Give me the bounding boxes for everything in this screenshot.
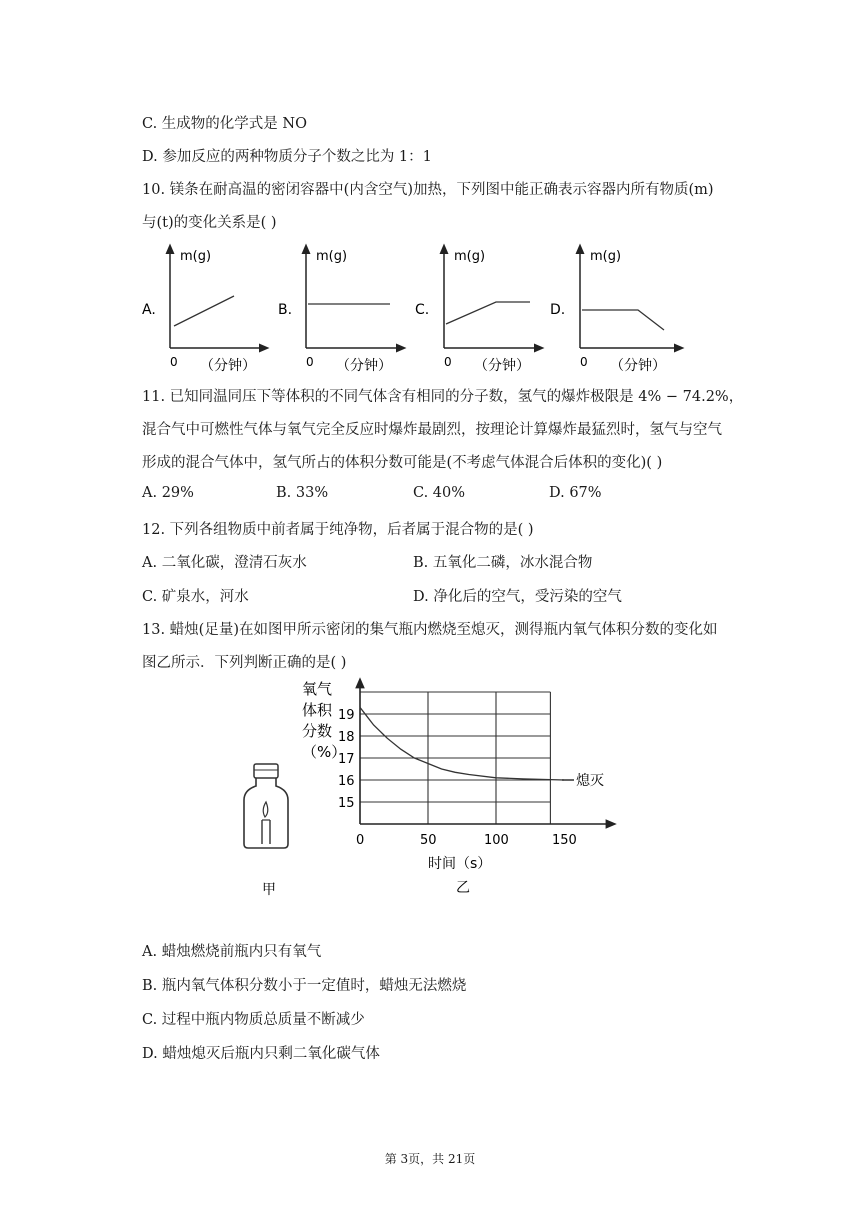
q11-option-b: B. 33% [276, 485, 329, 501]
q13-option-c: C. 过程中瓶内物质总质量不断减少 [142, 1012, 365, 1028]
oxygen-chart [296, 676, 626, 900]
y-axis-label-line: 体积 [302, 701, 333, 719]
q10-graph-a-origin: 0 [170, 355, 178, 369]
y-axis-label-line: 分数 [302, 722, 333, 740]
y-axis-label-line: （%） [302, 743, 347, 761]
q10-graph-d-curve [582, 310, 664, 330]
q12-stem: 12. 下列各组物质中前者属于纯净物，后者属于混合物的是( ) [142, 522, 534, 538]
q10-graph-c-origin: 0 [444, 355, 452, 369]
chart-grid [360, 692, 550, 824]
q10-graph-d-origin: 0 [580, 355, 588, 369]
q10-graph-a-letter: A. [142, 302, 156, 318]
q11-stem-line3: 形成的混合气体中，氢气所占的体积分数可能是(不考虑气体混合后体积的变化)( ) [142, 455, 663, 471]
q9-option-c: C. 生成物的化学式是 NO [142, 116, 307, 132]
q11-option-a: A. 29% [142, 485, 194, 501]
q12-option-a: A. 二氧化碳，澄清石灰水 [142, 555, 307, 571]
y-tick-label: 17 [338, 752, 355, 767]
q10-graph-c-ylabel: m(g) [454, 249, 486, 264]
q10-graph-b-ylabel: m(g) [316, 249, 348, 264]
candle-flame-icon [263, 802, 268, 817]
q13-stem-line2: 图乙所示．下列判断正确的是( ) [142, 655, 347, 671]
y-tick-label: 15 [338, 796, 355, 811]
q10-stem-line2: 与(t)的变化关系是( ) [142, 215, 277, 231]
q10-graphs [130, 238, 700, 380]
q10-graph-c [415, 248, 540, 374]
q10-graph-d-letter: D. [550, 302, 566, 318]
q10-graph-a-xlabel: （分钟） [200, 358, 256, 374]
q13-option-d: D. 蜡烛熄灭后瓶内只剩二氧化碳气体 [142, 1046, 380, 1062]
x-tick-label: 0 [356, 833, 365, 848]
chart-annotation: 熄灭 [576, 773, 604, 789]
y-tick-label: 18 [338, 730, 355, 745]
y-axis-label-line: 氧气 [302, 680, 333, 698]
q11-stem-line1: 11. 已知同温同压下等体积的不同气体含有相同的分子数，氢气的爆炸极限是 4% − 74.2%， [142, 389, 744, 405]
q10-graph-d-ylabel: m(g) [590, 249, 622, 264]
q10-stem-line1: 10. 镁条在耐高温的密闭容器中(内含空气)加热，下列图中能正确表示容器内所有物质(m) [142, 182, 714, 198]
q10-graph-c-letter: C. [415, 302, 430, 318]
q13-option-b: B. 瓶内氧气体积分数小于一定值时，蜡烛无法燃烧 [142, 978, 467, 994]
q13-stem-line1: 13. 蜡烛(足量)在如图甲所示密闭的集气瓶内燃烧至熄灭，测得瓶内氧气体积分数的变化如 [142, 622, 718, 638]
q10-graph-d [550, 248, 680, 374]
q10-graph-a-ylabel: m(g) [180, 249, 212, 264]
x-tick-label: 100 [484, 833, 509, 848]
q10-graph-a-curve [174, 296, 234, 326]
q12-option-c: C. 矿泉水，河水 [142, 589, 249, 605]
x-tick-label: 50 [420, 833, 437, 848]
q10-graph-b-letter: B. [278, 302, 293, 318]
q11-stem-line2: 混合气中可燃性气体与氧气完全反应时爆炸最剧烈，按理论计算爆炸最猛烈时，氢气与空气 [142, 422, 722, 438]
jar-stopper [254, 764, 278, 778]
q10-graph-d-xlabel: （分钟） [610, 358, 666, 374]
q10-graph-b [278, 248, 402, 374]
q12-option-d: D. 净化后的空气，受污染的空气 [413, 589, 622, 605]
q10-graph-b-origin: 0 [306, 355, 314, 369]
q11-option-d: D. 67% [549, 485, 602, 501]
x-tick-label: 150 [552, 833, 577, 848]
chart-x-ticks [356, 833, 577, 848]
figure-label-yi: 乙 [456, 880, 470, 896]
q10-graph-c-xlabel: （分钟） [474, 358, 530, 374]
q10-graph-a [142, 248, 265, 374]
chart-x-label: 时间（s） [428, 856, 492, 872]
oxygen-series-line [360, 707, 564, 780]
gas-jar-figure [236, 760, 296, 900]
page-footer: 第 3页，共 21页 [384, 1152, 476, 1166]
q9-option-d: D. 参加反应的两种物质分子个数之比为 1：1 [142, 149, 432, 165]
q13-option-a: A. 蜡烛燃烧前瓶内只有氧气 [142, 944, 322, 960]
jar-body [244, 778, 288, 848]
figure-label-jia: 甲 [262, 882, 276, 898]
q10-graph-c-curve [446, 302, 530, 324]
q10-graph-b-xlabel: （分钟） [336, 358, 392, 374]
y-tick-label: 19 [338, 708, 355, 723]
y-tick-label: 16 [338, 774, 355, 789]
q12-option-b: B. 五氧化二磷，冰水混合物 [413, 555, 593, 571]
q11-option-c: C. 40% [413, 485, 466, 501]
